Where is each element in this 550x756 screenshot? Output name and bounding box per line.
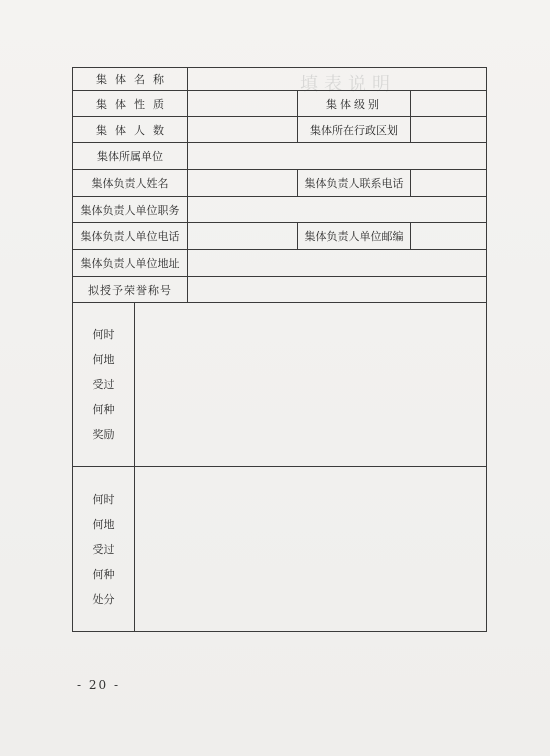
- field-punishments[interactable]: [135, 467, 486, 631]
- field-leader-office-phone[interactable]: [188, 223, 298, 250]
- field-collective-level[interactable]: [411, 91, 486, 117]
- field-leader-position[interactable]: [188, 197, 486, 223]
- field-awards[interactable]: [135, 303, 486, 467]
- punishments-line: 处分: [92, 592, 115, 606]
- field-collective-name[interactable]: [188, 68, 486, 91]
- field-leader-phone[interactable]: [411, 170, 486, 197]
- field-leader-address[interactable]: [188, 250, 486, 277]
- label-leader-office-phone: 集体负责人单位电话: [73, 223, 188, 250]
- page-number: - 20 -: [77, 678, 121, 692]
- punishments-line: 受过: [92, 542, 115, 556]
- awards-line: 奖励: [92, 428, 115, 441]
- label-leader-name: 集体负责人姓名: [73, 170, 188, 197]
- label-proposed-honor: 拟授予荣誉称号: [73, 277, 188, 303]
- label-awards: [73, 303, 135, 467]
- awards-line: 何种: [92, 403, 115, 416]
- label-leader-position: 集体负责人单位职务: [73, 197, 188, 223]
- label-collective-district: 集体所在行政区划: [298, 117, 411, 143]
- field-collective-count[interactable]: [188, 117, 298, 143]
- awards-line: 何时: [92, 328, 115, 341]
- field-collective-affiliation[interactable]: [188, 143, 486, 170]
- collective-info-form: [72, 67, 487, 632]
- awards-line: 受过: [92, 378, 115, 391]
- punishments-line: 何时: [92, 492, 115, 506]
- field-proposed-honor[interactable]: [188, 277, 486, 303]
- label-collective-name: 集体名称: [73, 68, 188, 91]
- label-collective-count: 集体人数: [73, 117, 188, 143]
- label-leader-phone: 集体负责人联系电话: [298, 170, 411, 197]
- field-leader-name[interactable]: [188, 170, 298, 197]
- field-leader-postcode[interactable]: [411, 223, 486, 250]
- awards-line: 何地: [92, 353, 115, 366]
- label-collective-level: 集体级别: [298, 91, 411, 117]
- field-collective-nature[interactable]: [188, 91, 298, 117]
- bleed-through-text: 填表说明: [300, 74, 396, 95]
- punishments-line: 何地: [92, 517, 115, 531]
- label-leader-address: 集体负责人单位地址: [73, 250, 188, 277]
- field-collective-district[interactable]: [411, 117, 486, 143]
- label-collective-affiliation: 集体所属单位: [73, 143, 188, 170]
- label-leader-postcode: 集体负责人单位邮编: [298, 223, 411, 250]
- label-collective-nature: 集体性质: [73, 91, 188, 117]
- label-punishments: [73, 467, 135, 631]
- punishments-line: 何种: [92, 567, 115, 581]
